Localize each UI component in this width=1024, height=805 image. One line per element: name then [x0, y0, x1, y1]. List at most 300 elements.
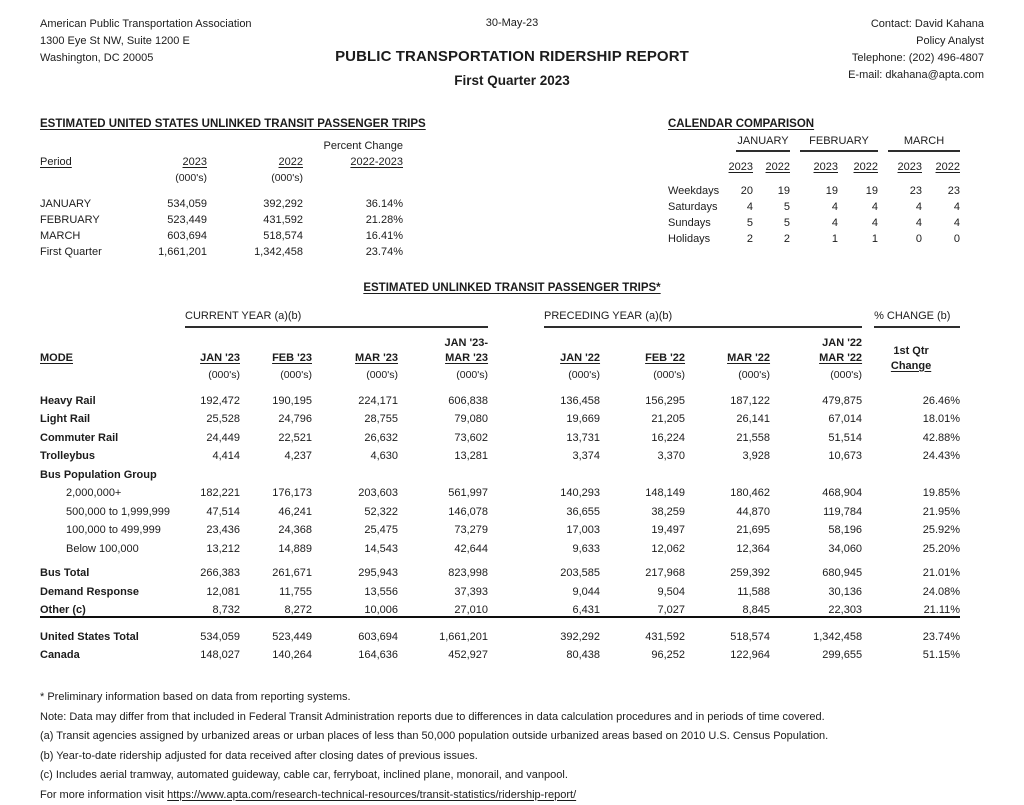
table-row: [40, 425, 960, 444]
table-row: [40, 555, 960, 580]
day-count-cell: 19: [838, 173, 878, 197]
value-cell: 24,368: [240, 518, 312, 537]
mode-cell: United States Total: [40, 617, 185, 643]
percent-change-cell: 16.41%: [303, 226, 403, 242]
column-header: [862, 328, 960, 381]
units-row: [40, 366, 960, 381]
value-cell: 192,472: [185, 381, 240, 407]
value-cell: 12,062: [600, 536, 685, 555]
group-header-row: [40, 304, 960, 328]
value-2023-cell: 534,059: [152, 184, 207, 210]
column-header: [40, 328, 185, 366]
value-2022-cell: 1,342,458: [207, 242, 303, 258]
spacer-cell: [40, 136, 152, 152]
column-header: [488, 328, 600, 366]
table-row: [668, 213, 960, 229]
value-cell: 26,141: [685, 407, 770, 426]
value-cell: 30,136: [770, 579, 862, 598]
value-cell: 23,436: [185, 518, 240, 537]
footnote: (c) Includes aerial tramway, automated guideway, cable car, ferryboat, inclined plane, monorail, and vanpool.: [40, 766, 984, 786]
value-cell: 164,636: [312, 643, 398, 662]
value-cell: 176,173: [240, 481, 312, 500]
table-row: [40, 643, 960, 662]
value-cell: 12,364: [685, 536, 770, 555]
column-header-main-line: FEB '22: [600, 351, 685, 366]
contact-name: Contact: David Kahana: [722, 16, 984, 33]
day-type-cell: Saturdays: [668, 197, 726, 213]
calendar-years-row: [668, 152, 960, 173]
value-cell: 21,558: [685, 425, 770, 444]
value-cell: 1,342,458: [770, 617, 862, 643]
table-row: [40, 462, 960, 481]
value-cell: 13,731: [488, 425, 600, 444]
value-cell: 18.01%: [862, 407, 960, 426]
column-header-main-line: MODE: [40, 351, 185, 366]
value-cell: 19.85%: [862, 481, 960, 500]
period-cell: First Quarter: [40, 242, 152, 258]
value-cell: 203,585: [488, 555, 600, 580]
value-cell: 19,669: [488, 407, 600, 426]
pct-change-group-label: % CHANGE (b): [874, 310, 960, 328]
value-cell: 8,732: [185, 598, 240, 618]
value-cell: [185, 462, 240, 481]
calendar-year-header: 2022: [838, 152, 878, 173]
column-header: [600, 328, 685, 366]
value-cell: 11,755: [240, 579, 312, 598]
current-year-group-label: CURRENT YEAR (a)(b): [185, 310, 488, 328]
footnote: (b) Year-to-date ridership adjusted for data received after closing dates of previous issues.: [40, 747, 984, 767]
day-count-cell: 5: [753, 197, 790, 213]
value-cell: [240, 462, 312, 481]
percent-change-cell: 23.74%: [303, 242, 403, 258]
column-header: [770, 328, 862, 366]
value-cell: 148,149: [600, 481, 685, 500]
mode-cell: 100,000 to 499,999: [40, 518, 185, 537]
value-cell: 468,904: [770, 481, 862, 500]
calendar-year-header: 2022: [753, 152, 790, 173]
value-cell: 452,927: [398, 643, 488, 662]
value-cell: 190,195: [240, 381, 312, 407]
spacer-cell: [668, 152, 726, 173]
mode-cell: Trolleybus: [40, 444, 185, 463]
value-2022-cell: 431,592: [207, 210, 303, 226]
value-cell: 22,521: [240, 425, 312, 444]
value-cell: 16,224: [600, 425, 685, 444]
spacer-cell: [668, 135, 726, 152]
column-header-top-line: JAN '22: [770, 336, 862, 351]
table-row: [40, 598, 960, 618]
value-cell: 534,059: [185, 617, 240, 643]
us-header-row-percent: [40, 136, 403, 152]
percent-change-header-top: Percent Change: [303, 136, 403, 152]
value-cell: 25.92%: [862, 518, 960, 537]
percent-change-cell: 36.14%: [303, 184, 403, 210]
value-cell: 22,303: [770, 598, 862, 618]
column-header: [185, 328, 240, 366]
value-cell: 4,237: [240, 444, 312, 463]
current-year-group-header: [185, 304, 488, 328]
day-count-cell: 20: [726, 173, 753, 197]
day-type-cell: Holidays: [668, 229, 726, 245]
value-cell: 73,602: [398, 425, 488, 444]
value-cell: 17,003: [488, 518, 600, 537]
units-cell: (000's): [685, 366, 770, 381]
value-cell: 37,393: [398, 579, 488, 598]
period-cell: MARCH: [40, 226, 152, 242]
value-cell: 80,438: [488, 643, 600, 662]
report-date: 30-May-23: [302, 16, 722, 31]
table-row: [40, 407, 960, 426]
value-cell: 1,661,201: [398, 617, 488, 643]
units-cell: (000's): [240, 366, 312, 381]
title-block: [302, 16, 722, 88]
value-cell: 96,252: [600, 643, 685, 662]
value-cell: 8,845: [685, 598, 770, 618]
column-header: [398, 328, 488, 366]
main-table-title: ESTIMATED UNLINKED TRANSIT PASSENGER TRIPS*: [40, 282, 984, 294]
value-cell: [312, 462, 398, 481]
column-header-top-line: JAN '23-: [398, 336, 488, 351]
value-cell: 21,695: [685, 518, 770, 537]
calendar-year-header: 2022: [922, 152, 960, 173]
calendar-year-header: 2023: [726, 152, 753, 173]
period-column-header: Period: [40, 152, 152, 168]
value-cell: 3,928: [685, 444, 770, 463]
value-cell: 21.95%: [862, 499, 960, 518]
year-2023-column-header: 2023: [152, 152, 207, 168]
day-count-cell: 1: [838, 229, 878, 245]
value-cell: 46,241: [240, 499, 312, 518]
contact-role: Policy Analyst: [722, 33, 984, 50]
calendar-table-title: CALENDAR COMPARISON: [668, 118, 960, 130]
table-row: [40, 536, 960, 555]
table-row: [40, 242, 403, 258]
value-cell: 146,078: [398, 499, 488, 518]
footnote: * Preliminary information based on data from reporting systems.: [40, 688, 984, 708]
day-count-cell: 4: [838, 213, 878, 229]
value-cell: 8,272: [240, 598, 312, 618]
value-cell: 14,543: [312, 536, 398, 555]
column-header: [312, 328, 398, 366]
column-header-main-line: JAN '22: [488, 351, 600, 366]
value-cell: 187,122: [685, 381, 770, 407]
contact-phone: Telephone: (202) 496-4807: [722, 50, 984, 67]
column-header-top-line: 1st Qtr: [862, 344, 960, 359]
value-cell: 606,838: [398, 381, 488, 407]
column-header-main-line: MAR '22: [685, 351, 770, 366]
table-row: [668, 229, 960, 245]
value-cell: 42,644: [398, 536, 488, 555]
calendar-month-header: [878, 135, 960, 152]
day-count-cell: 4: [838, 197, 878, 213]
spacer-cell: [303, 168, 403, 184]
spacer-cell: [40, 304, 185, 328]
units-cell: (000's): [185, 366, 240, 381]
us-trips-table-title: ESTIMATED UNITED STATES UNLINKED TRANSIT PASSENGER TRIPS: [40, 118, 426, 130]
value-cell: 19,497: [600, 518, 685, 537]
value-cell: 122,964: [685, 643, 770, 662]
units-cell: (000's): [312, 366, 398, 381]
value-cell: [685, 462, 770, 481]
value-cell: 523,449: [240, 617, 312, 643]
value-cell: 25,528: [185, 407, 240, 426]
value-cell: 52,322: [312, 499, 398, 518]
day-count-cell: 23: [878, 173, 922, 197]
value-cell: 13,556: [312, 579, 398, 598]
spacer-cell: [207, 136, 303, 152]
value-cell: 9,504: [600, 579, 685, 598]
table-row: [668, 173, 960, 197]
units-cell: (000's): [770, 366, 862, 381]
value-cell: 26,632: [312, 425, 398, 444]
value-cell: [600, 462, 685, 481]
value-cell: 25.20%: [862, 536, 960, 555]
value-cell: 10,673: [770, 444, 862, 463]
value-2023-cell: 603,694: [152, 226, 207, 242]
table-row: [40, 481, 960, 500]
day-count-cell: 19: [790, 173, 838, 197]
value-cell: 3,374: [488, 444, 600, 463]
value-cell: 21,205: [600, 407, 685, 426]
column-header: [240, 328, 312, 366]
value-cell: 479,875: [770, 381, 862, 407]
value-cell: 36,655: [488, 499, 600, 518]
table-row: [668, 197, 960, 213]
value-cell: 47,514: [185, 499, 240, 518]
mode-cell: Demand Response: [40, 579, 185, 598]
value-cell: [862, 462, 960, 481]
contact-block: [722, 16, 984, 84]
calendar-year-header: 2023: [790, 152, 838, 173]
value-cell: 73,279: [398, 518, 488, 537]
value-2023-cell: 523,449: [152, 210, 207, 226]
mode-cell: Other (c): [40, 598, 185, 618]
day-count-cell: 5: [753, 213, 790, 229]
day-count-cell: 4: [726, 197, 753, 213]
us-trips-table: [40, 136, 403, 258]
footnote: For more information visit https://www.apta.com/research-technical-resources/transit-statistics/ridership-report/: [40, 786, 984, 805]
value-cell: 9,633: [488, 536, 600, 555]
table-row: [40, 518, 960, 537]
value-cell: 140,293: [488, 481, 600, 500]
value-cell: 21.01%: [862, 555, 960, 580]
pct-change-group-header: [862, 304, 960, 328]
value-2022-cell: 518,574: [207, 226, 303, 242]
units-cell: (000's): [398, 366, 488, 381]
footnote: Note: Data may differ from that included in Federal Transit Administration reports due to differences in data calculation procedures and in periods of time covered.: [40, 708, 984, 728]
value-cell: 14,889: [240, 536, 312, 555]
value-2022-cell: 392,292: [207, 184, 303, 210]
value-cell: 12,081: [185, 579, 240, 598]
spacer-cell: [152, 136, 207, 152]
value-cell: [770, 462, 862, 481]
value-cell: 823,998: [398, 555, 488, 580]
page-title: PUBLIC TRANSPORTATION RIDERSHIP REPORT: [302, 48, 722, 65]
main-trips-section: [40, 282, 984, 661]
day-count-cell: 4: [878, 197, 922, 213]
value-cell: 28,755: [312, 407, 398, 426]
mode-cell: 2,000,000+: [40, 481, 185, 500]
calendar-month-label: FEBRUARY: [800, 135, 878, 152]
day-count-cell: 23: [922, 173, 960, 197]
value-cell: 51.15%: [862, 643, 960, 662]
table-row: [40, 579, 960, 598]
value-cell: 299,655: [770, 643, 862, 662]
units-cell: (000's): [600, 366, 685, 381]
mode-cell: Below 100,000: [40, 536, 185, 555]
day-count-cell: 5: [726, 213, 753, 229]
day-count-cell: 4: [790, 213, 838, 229]
organization-address-line2: Washington, DC 20005: [40, 50, 302, 67]
table-row: [40, 226, 403, 242]
column-header-main-line: FEB '23: [240, 351, 312, 366]
units-cell: (000's): [207, 168, 303, 184]
day-count-cell: 4: [922, 197, 960, 213]
value-cell: 431,592: [600, 617, 685, 643]
column-header: [685, 328, 770, 366]
value-cell: 561,997: [398, 481, 488, 500]
value-cell: 13,212: [185, 536, 240, 555]
column-header-main-line: JAN '23: [185, 351, 240, 366]
report-header: [40, 16, 984, 88]
units-cell: (000's): [152, 168, 207, 184]
day-type-cell: Weekdays: [668, 173, 726, 197]
day-count-cell: 19: [753, 173, 790, 197]
calendar-months-row: [668, 135, 960, 152]
us-units-row: [40, 168, 403, 184]
value-cell: 7,027: [600, 598, 685, 618]
value-cell: 603,694: [312, 617, 398, 643]
mode-cell: Bus Total: [40, 555, 185, 580]
year-2022-column-header: 2022: [207, 152, 303, 168]
spacer-cell: [40, 366, 185, 381]
value-cell: 27,010: [398, 598, 488, 618]
value-cell: 11,588: [685, 579, 770, 598]
value-cell: 203,603: [312, 481, 398, 500]
ridership-report-link[interactable]: https://www.apta.com/research-technical-resources/transit-statistics/ridership-report/: [167, 789, 576, 801]
value-cell: 9,044: [488, 579, 600, 598]
value-cell: 25,475: [312, 518, 398, 537]
value-cell: 4,414: [185, 444, 240, 463]
day-count-cell: 4: [878, 213, 922, 229]
table-row: [40, 499, 960, 518]
value-cell: 21.11%: [862, 598, 960, 618]
period-cell: JANUARY: [40, 184, 152, 210]
organization-address-line1: 1300 Eye St NW, Suite 1200 E: [40, 33, 302, 50]
value-cell: 24,449: [185, 425, 240, 444]
spacer-cell: [40, 168, 152, 184]
summary-section: [40, 118, 984, 258]
value-cell: 23.74%: [862, 617, 960, 643]
value-cell: 224,171: [312, 381, 398, 407]
main-trips-table: [40, 304, 960, 661]
organization-name: American Public Transportation Association: [40, 16, 302, 33]
value-cell: [398, 462, 488, 481]
units-cell: (000's): [488, 366, 600, 381]
value-cell: 119,784: [770, 499, 862, 518]
organization-block: [40, 16, 302, 67]
value-cell: 156,295: [600, 381, 685, 407]
table-row: [40, 617, 960, 643]
value-cell: 6,431: [488, 598, 600, 618]
value-cell: 266,383: [185, 555, 240, 580]
period-cell: FEBRUARY: [40, 210, 152, 226]
value-cell: 24.08%: [862, 579, 960, 598]
value-cell: 182,221: [185, 481, 240, 500]
day-count-cell: 4: [790, 197, 838, 213]
value-cell: 295,943: [312, 555, 398, 580]
us-trips-block: [40, 118, 426, 258]
preceding-year-group-label: PRECEDING YEAR (a)(b): [544, 310, 862, 328]
value-cell: 51,514: [770, 425, 862, 444]
table-row: [40, 381, 960, 407]
value-cell: 67,014: [770, 407, 862, 426]
footnote: (a) Transit agencies assigned by urbanized areas or urban places of less than 50,000 population outside urbanized areas based on 2010 U.S. Census Population.: [40, 727, 984, 747]
value-cell: 24,796: [240, 407, 312, 426]
calendar-year-header: 2023: [878, 152, 922, 173]
calendar-month-label: MARCH: [888, 135, 960, 152]
day-count-cell: 2: [753, 229, 790, 245]
contact-email: E-mail: dkahana@apta.com: [722, 67, 984, 84]
column-header-main-line: Change: [862, 359, 960, 374]
column-headers-row: [40, 328, 960, 366]
day-type-cell: Sundays: [668, 213, 726, 229]
percent-change-column-header: 2022-2023: [303, 152, 403, 168]
calendar-month-label: JANUARY: [736, 135, 790, 152]
value-cell: 10,006: [312, 598, 398, 618]
day-count-cell: 2: [726, 229, 753, 245]
day-count-cell: 4: [922, 213, 960, 229]
value-cell: 34,060: [770, 536, 862, 555]
percent-change-cell: 21.28%: [303, 210, 403, 226]
value-cell: [488, 462, 600, 481]
value-cell: 680,945: [770, 555, 862, 580]
day-count-cell: 1: [790, 229, 838, 245]
value-cell: 24.43%: [862, 444, 960, 463]
value-cell: 44,870: [685, 499, 770, 518]
table-row: [40, 210, 403, 226]
mode-cell: Light Rail: [40, 407, 185, 426]
mode-cell: Canada: [40, 643, 185, 662]
day-count-cell: 0: [878, 229, 922, 245]
mode-cell: Heavy Rail: [40, 381, 185, 407]
value-cell: 79,080: [398, 407, 488, 426]
value-cell: 26.46%: [862, 381, 960, 407]
value-cell: 217,968: [600, 555, 685, 580]
table-row: [40, 184, 403, 210]
value-cell: 259,392: [685, 555, 770, 580]
value-cell: 148,027: [185, 643, 240, 662]
mode-cell: Bus Population Group: [40, 462, 185, 481]
table-row: [40, 444, 960, 463]
value-cell: 180,462: [685, 481, 770, 500]
value-cell: 42.88%: [862, 425, 960, 444]
mode-cell: 500,000 to 1,999,999: [40, 499, 185, 518]
column-header-main-line: MAR '23: [398, 351, 488, 366]
calendar-month-header: [726, 135, 790, 152]
value-cell: 392,292: [488, 617, 600, 643]
value-cell: 136,458: [488, 381, 600, 407]
value-2023-cell: 1,661,201: [152, 242, 207, 258]
column-header-main-line: MAR '23: [312, 351, 398, 366]
page-subtitle: First Quarter 2023: [302, 73, 722, 88]
value-cell: 140,264: [240, 643, 312, 662]
value-cell: 3,370: [600, 444, 685, 463]
column-header-main-line: MAR '22: [770, 351, 862, 366]
value-cell: 38,259: [600, 499, 685, 518]
calendar-comparison-table: [668, 135, 960, 245]
calendar-comparison-block: [668, 118, 960, 258]
